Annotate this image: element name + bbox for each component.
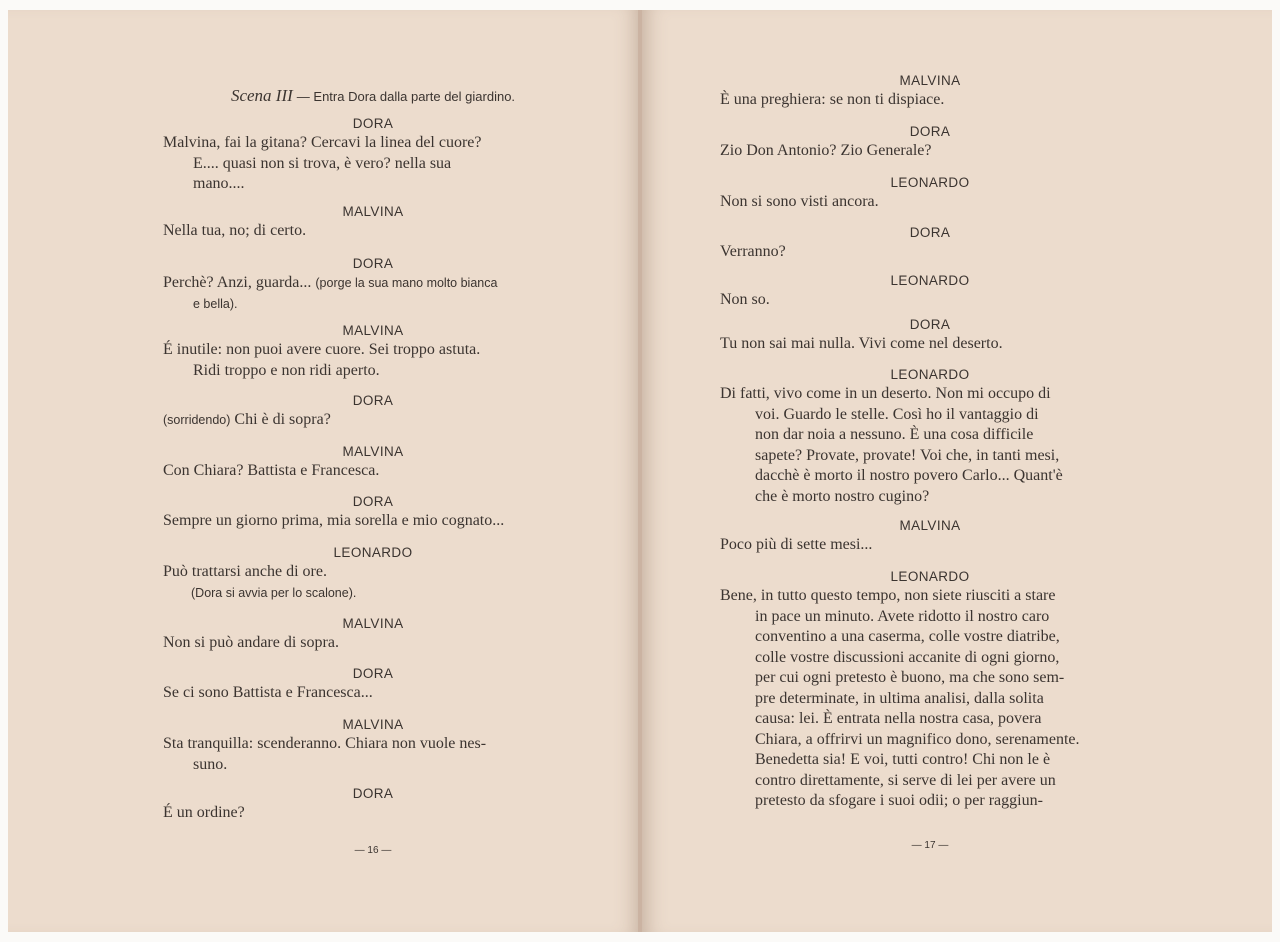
dialogue-line: Non si può andare di sopra. (163, 634, 339, 651)
dialogue-line: pre determinate, in ultima analisi, dalla solita (755, 689, 1044, 707)
dialogue-line: in pace un minuto. Avete ridotto il nostro caro (755, 607, 1050, 625)
dialogue-block (720, 174, 1140, 213)
speaker-name: MALVINA (342, 616, 404, 631)
dialogue-line: Malvina, fai la gitana? Cercavi la linea del cuore? (163, 134, 482, 151)
page-number: — 17 — (911, 840, 949, 851)
stage-direction: e bella). (193, 296, 238, 311)
dialogue-line: Zio Don Antonio? Zio Generale? (720, 142, 932, 159)
dialogue-block (720, 123, 1140, 162)
dialogue-line: Nella tua, no; di certo. (163, 222, 307, 239)
dialogue-line: Con Chiara? Battista e Francesca. (163, 462, 380, 479)
speaker-name: MALVINA (342, 204, 404, 219)
stage-direction: (sorridendo) (163, 413, 231, 427)
stage-direction: (Dora si avvia per lo scalone). (191, 585, 357, 600)
speaker-name: MALVINA (899, 518, 961, 533)
speaker-name: LEONARDO (333, 545, 413, 560)
dialogue-line (163, 410, 583, 431)
dialogue-block (163, 785, 583, 824)
dialogue-line: conventino a una caserma, colle vostre diatribe, (755, 628, 1060, 645)
dialogue-block (163, 493, 583, 532)
dialogue-line: Benedetta sia! E voi, tutti contro! Chi non le è (755, 751, 1051, 768)
speaker-name: DORA (352, 256, 394, 271)
dialogue-line: É un ordine? (163, 804, 245, 821)
dialogue-line: Non si sono visti ancora. (720, 193, 879, 210)
dialogue-block (163, 615, 583, 654)
dialogue-block (163, 544, 583, 603)
dialogue-block (720, 72, 1140, 111)
dialogue-line: Sempre un giorno prima, mia sorella e mio cognato... (163, 512, 505, 529)
speaker-name: DORA (352, 393, 394, 408)
dialogue-line: che è morto nostro cugino? (755, 487, 930, 505)
dialogue-line: mano.... (193, 175, 245, 192)
dialogue-line: colle vostre discussioni accanite di ogni giorno, (755, 648, 1060, 666)
dialogue-line: causa: lei. È entrata nella nostra casa, povera (755, 710, 1042, 727)
dialogue-block (163, 255, 583, 314)
dialogue-line: pretesto da sfogare i suoi odii; o per raggiun- (755, 792, 1043, 809)
dialogue-block (720, 316, 1140, 355)
dialogue-line: Verranno? (720, 243, 786, 260)
speaker-name: DORA (352, 666, 394, 681)
dialogue-line: É inutile: non puoi avere cuore. Sei troppo astuta. (163, 341, 481, 358)
dialogue-line: Chiara, a offrirvi un magnifico dono, serenamente. (755, 730, 1080, 748)
speaker-name: MALVINA (342, 323, 404, 338)
stage-direction: (porge la sua mano molto bianca (315, 276, 498, 290)
dialogue-block (720, 568, 1140, 812)
dialogue-line: E.... quasi non si trova, è vero? nella sua (193, 154, 452, 172)
dialogue-line: Non so. (720, 291, 770, 308)
dialogue-block (720, 272, 1140, 311)
dialogue-line: È una preghiera: se non ti dispiace. (720, 91, 945, 108)
dialogue-text: Perchè? Anzi, guarda... (163, 274, 312, 291)
speaker-name: LEONARDO (890, 569, 970, 584)
dialogue-line: contro direttamente, si serve di lei per avere un (755, 771, 1056, 789)
dialogue-line: voi. Guardo le stelle. Così ho il vantaggio di (755, 405, 1039, 423)
speaker-name: DORA (909, 225, 951, 240)
speaker-name: MALVINA (342, 717, 404, 732)
dialogue-block (163, 665, 583, 704)
dialogue-line: Ridi troppo e non ridi aperto. (193, 361, 380, 379)
dialogue-block (163, 392, 583, 431)
speaker-name: MALVINA (342, 444, 404, 459)
dialogue-line: Sta tranquilla: scenderanno. Chiara non vuole nes- (163, 735, 487, 752)
dialogue-block (720, 366, 1140, 507)
dialogue-block (163, 716, 583, 775)
dialogue-block (720, 517, 1140, 556)
dialogue-line: per cui ogni pretesto è buono, ma che sono sem- (755, 669, 1065, 686)
speaker-name: DORA (909, 124, 951, 139)
dialogue-block (720, 224, 1140, 263)
dialogue-line: Di fatti, vivo come in un deserto. Non mi occupo di (720, 385, 1051, 402)
dialogue-block (163, 322, 583, 381)
speaker-name: MALVINA (899, 73, 961, 88)
speaker-name: LEONARDO (890, 175, 970, 190)
speaker-name: DORA (352, 786, 394, 801)
dialogue-line: Se ci sono Battista e Francesca... (163, 684, 373, 701)
scene-heading (163, 86, 583, 107)
speaker-name: DORA (352, 494, 394, 509)
dialogue-line: Può trattarsi anche di ore. (163, 563, 327, 580)
dialogue-block (163, 203, 583, 242)
dialogue-block (163, 115, 583, 195)
page-number: — 16 — (354, 845, 392, 856)
speaker-name: DORA (352, 116, 394, 131)
dialogue-text: Chi è di sopra? (234, 411, 331, 428)
dialogue-line: Tu non sai mai nulla. Vivi come nel deserto. (720, 335, 1003, 352)
speaker-name: LEONARDO (890, 367, 970, 382)
left-page (8, 10, 640, 932)
speaker-name: LEONARDO (890, 273, 970, 288)
dialogue-line (163, 273, 583, 294)
dialogue-line: suno. (193, 755, 228, 773)
dialogue-line: Poco più di sette mesi... (720, 536, 873, 553)
scene-title: Scena III (230, 86, 293, 105)
dialogue-line: non dar noia a nessuno. È una cosa difficile (755, 426, 1034, 443)
dialogue-line: sapete? Provate, provate! Voi che, in tanti mesi, (755, 446, 1060, 464)
dialogue-line: Bene, in tutto questo tempo, non siete riusciti a stare (720, 587, 1056, 604)
scene-direction: — Entra Dora dalla parte del giardino. (296, 89, 516, 104)
right-page (642, 10, 1272, 932)
dialogue-line: dacchè è morto il nostro povero Carlo... Quant'è (755, 467, 1063, 484)
speaker-name: DORA (909, 317, 951, 332)
dialogue-block (163, 443, 583, 482)
